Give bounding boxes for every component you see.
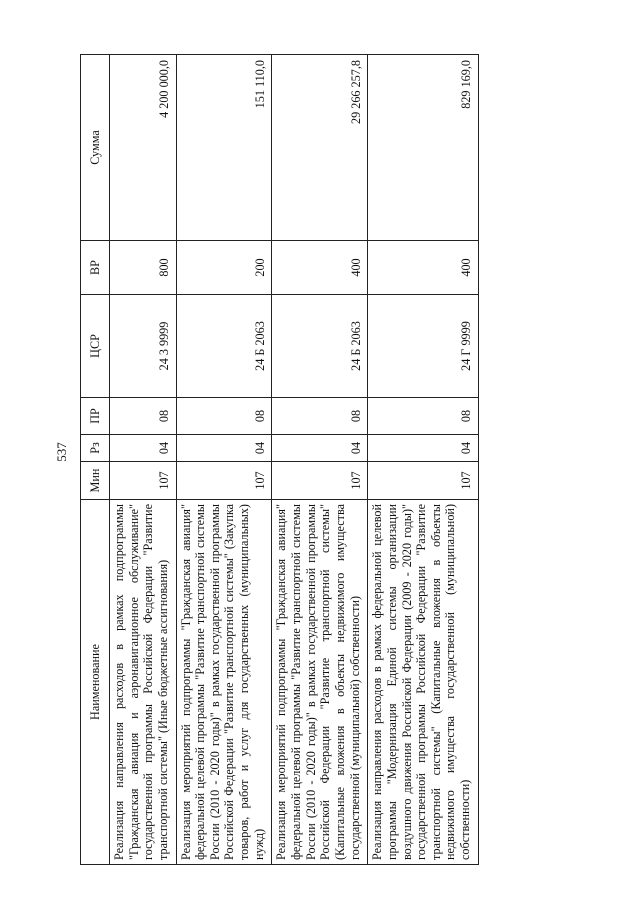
row-csr: 24 Б 2063 — [176, 295, 272, 398]
header-pr: ПР — [81, 398, 110, 435]
rotated-page — [80, 55, 620, 865]
row-vr: 400 — [368, 241, 478, 295]
budget-table — [80, 54, 479, 865]
row-rz: 04 — [110, 435, 177, 462]
row-name: Реализация мероприятий подпрограммы "Гражданская авиация" федеральной целевой программы "Развитие транспортной системы России (2010 - 2020 годы)" в рамках государственной программы Российской Федерации "Развитие транспортной системы" (Капитальные вложения в объекты недвижимого имущества государственной (муниципальной) собственности) — [272, 500, 368, 865]
row-min: 107 — [368, 462, 478, 500]
row-pr: 08 — [176, 398, 272, 435]
row-csr: 24 3 9999 — [110, 295, 177, 398]
row-pr: 08 — [368, 398, 478, 435]
table-row — [272, 55, 368, 865]
table-row — [176, 55, 272, 865]
header-vr: ВР — [81, 241, 110, 295]
header-csr: ЦСР — [81, 295, 110, 398]
row-vr: 400 — [272, 241, 368, 295]
row-min: 107 — [272, 462, 368, 500]
row-name: Реализация направления расходов в рамках федеральной целевой программы "Модернизация Единой системы организации воздушного движения Российской Федерации (2009 - 2020 годы)" государственной программы Российской Федерации "Развитие транспортной системы" (Капитальные вложения в объекты недвижимого имущества государственной (муниципальной) собственности) — [368, 500, 478, 865]
table-row — [368, 55, 478, 865]
header-min: Мин — [81, 462, 110, 500]
row-vr: 800 — [110, 241, 177, 295]
row-pr: 08 — [272, 398, 368, 435]
row-min: 107 — [176, 462, 272, 500]
row-csr: 24 Г 9999 — [368, 295, 478, 398]
row-rz: 04 — [368, 435, 478, 462]
row-sum: 29 266 257,8 — [272, 55, 368, 241]
page-number: 537 — [54, 442, 69, 462]
row-pr: 08 — [110, 398, 177, 435]
row-sum: 829 169,0 — [368, 55, 478, 241]
row-name: Реализация направления расходов в рамках подпрограммы "Гражданская авиация и аэронавигационное обслуживание" государственной программы Российской Федерации "Развитие транспортной системы" (Иные бюджетные ассигнования) — [110, 500, 177, 865]
row-name: Реализация мероприятий подпрограммы "Гражданская авиация" федеральной целевой программы "Развитие транспортной системы России (2010 - 2020 годы)" в рамках государственной программы Российской Федерации "Развитие транспортной системы" (Закупка товаров, работ и услуг для государственных (муниципальных) нужд) — [176, 500, 272, 865]
row-rz: 04 — [176, 435, 272, 462]
table-header-row — [81, 55, 110, 865]
table-row — [110, 55, 177, 865]
row-sum: 4 200 000,0 — [110, 55, 177, 241]
row-sum: 151 110,0 — [176, 55, 272, 241]
header-name: Наименование — [81, 500, 110, 865]
row-csr: 24 Б 2063 — [272, 295, 368, 398]
row-rz: 04 — [272, 435, 368, 462]
header-rz: Рз — [81, 435, 110, 462]
header-sum: Сумма — [81, 55, 110, 241]
row-vr: 200 — [176, 241, 272, 295]
row-min: 107 — [110, 462, 177, 500]
